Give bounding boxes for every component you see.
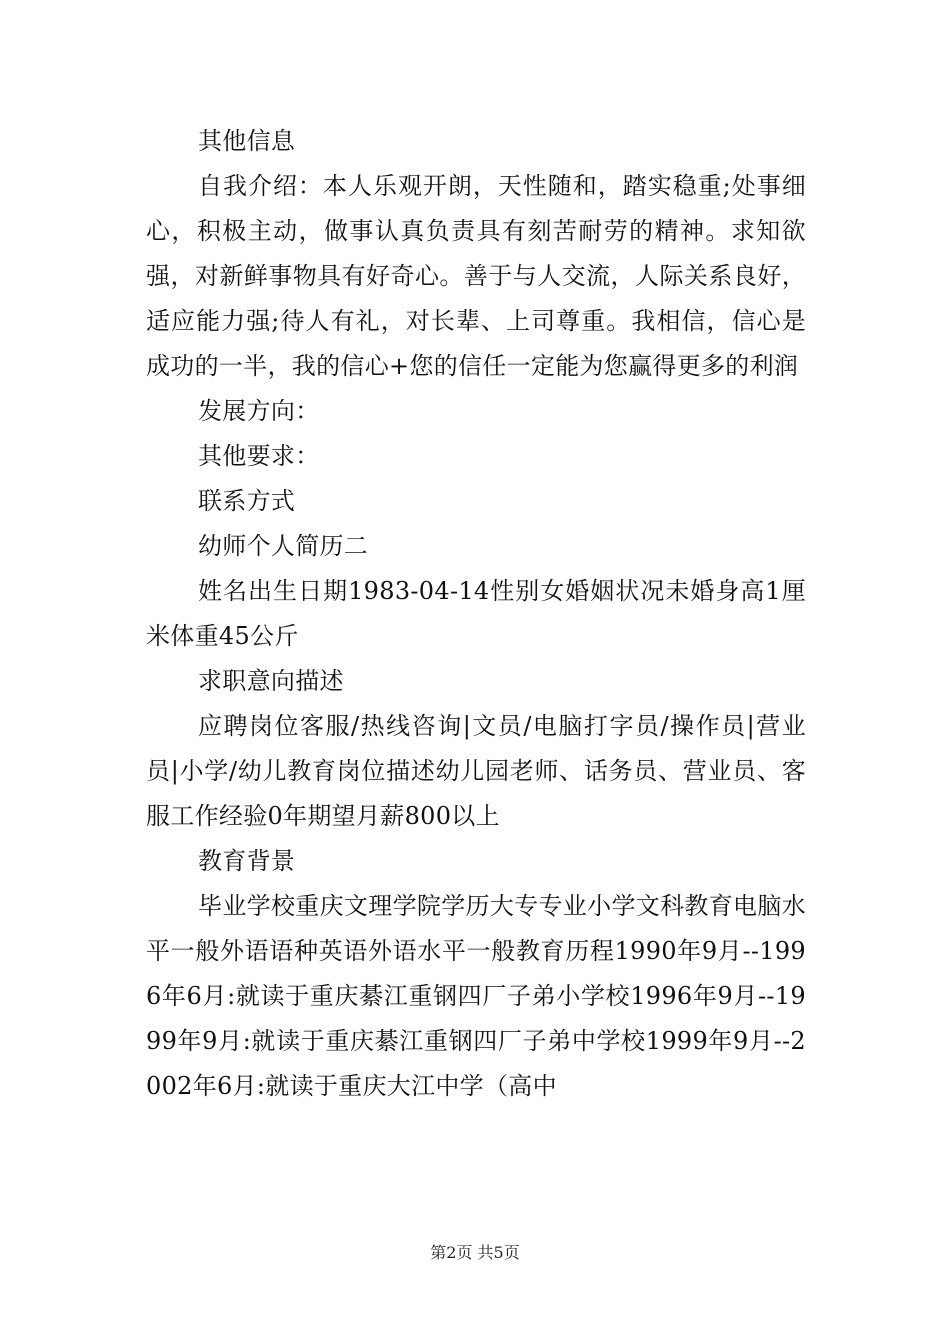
personal-details-paragraph: 姓名出生日期1983-04-14性别女婚姻状况未婚身高1厘米体重45公斤 [146, 577, 806, 650]
self-introduction-paragraph: 自我介绍：本人乐观开朗，天性随和，踏实稳重;处事细心，积极主动，做事认真负责具有刻苦耐劳的精神。求知欲强，对新鲜事物具有好奇心。善于与人交流，人际关系良好，适应能力强;待人有礼，对长辈、上司尊重。我相信，信心是成功的一半，我的信心+您的信任一定能为您赢得更多的利润 [146, 172, 806, 380]
resume-two-title: 幼师个人简历二 [198, 532, 369, 560]
contact-info-heading: 联系方式 [198, 487, 296, 515]
document-body [146, 119, 806, 1109]
page-number-footer: 第2页 共5页 [430, 1243, 520, 1262]
section-heading-other-info: 其他信息 [198, 127, 296, 155]
education-paragraph: 毕业学校重庆文理学院学历大专专业小学文科教育电脑水平一般外语语种英语外语水平一般教育历程1990年9月--1996年6月:就读于重庆綦江重钢四厂子弟小学校1996年9月--1999年9月:就读于重庆綦江重钢四厂子弟中学校1999年9月--2002年6月:就读于重庆大江中学（高中 [146, 892, 806, 1100]
education-heading: 教育背景 [198, 847, 296, 875]
development-direction-line: 发展方向： [198, 397, 320, 425]
job-intention-paragraph: 应聘岗位客服/热线咨询|文员/电脑打字员/操作员|营业员|小学/幼儿教育岗位描述幼儿园老师、话务员、营业员、客服工作经验0年期望月薪800以上 [146, 712, 806, 830]
other-requirements-line: 其他要求： [198, 442, 320, 470]
job-intention-heading: 求职意向描述 [198, 667, 344, 695]
